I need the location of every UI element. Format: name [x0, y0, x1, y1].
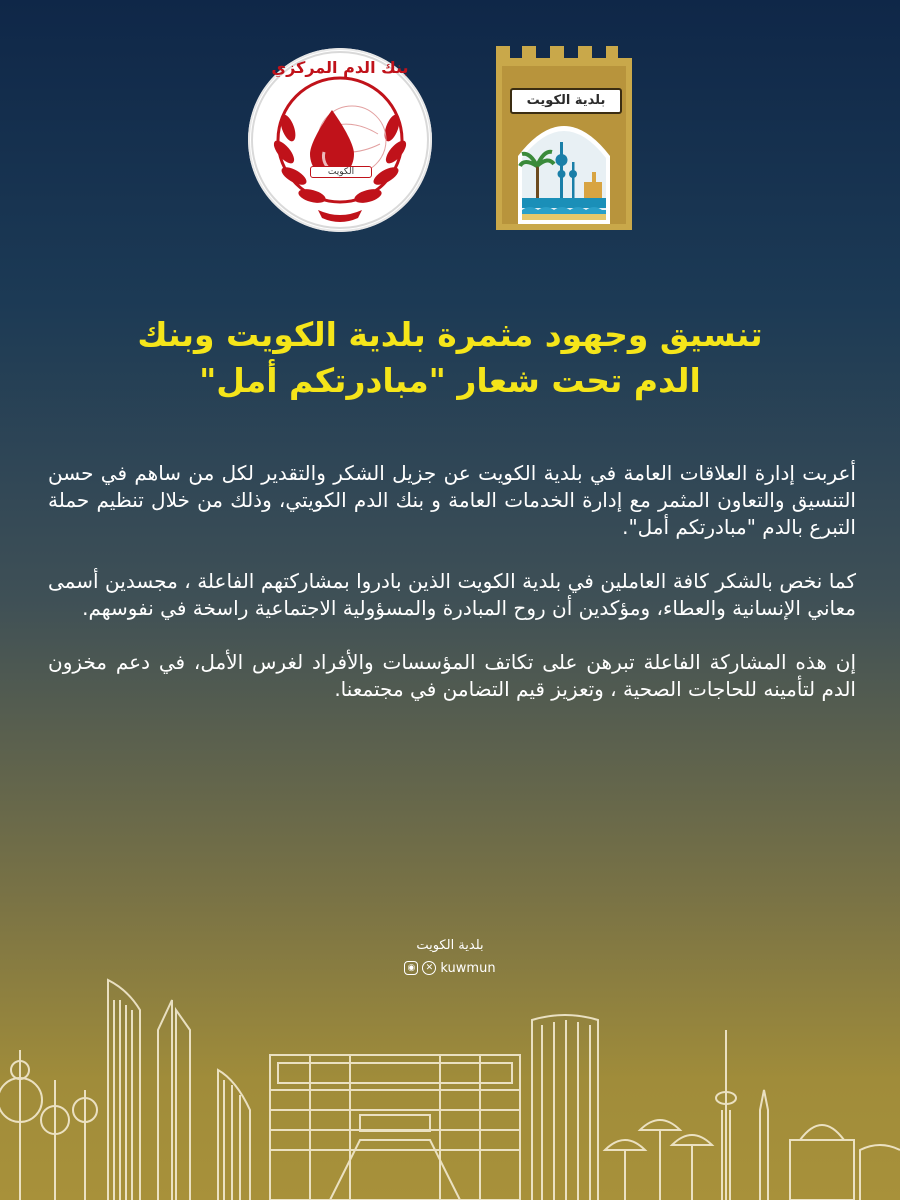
paragraph-1: أعربت إدارة العلاقات العامة في بلدية الكويت عن جزيل الشكر والتقدير لكل من ساهم في حسن التنسيق والتعاون المثمر مع إدارة الخدمات العامة و بنك الدم الكويتي، وذلك من خلال تنظيم حملة التبرع بالدم "مبادرتكم أمل".	[48, 461, 856, 539]
instagram-icon[interactable]: ◉	[404, 961, 418, 975]
headline-line-2: الدم تحت شعار "مبادرتكم أمل"	[199, 361, 701, 400]
blood-bank-country-label: الكويت	[310, 166, 372, 178]
headline	[40, 312, 860, 404]
kuwait-municipality-logo	[496, 46, 632, 230]
footer-org-name: بلدية الكويت	[416, 938, 484, 953]
municipality-label: بلدية الكويت	[510, 88, 622, 114]
kuwait-skyline-illustration	[0, 970, 900, 1200]
kuwait-towers-icon	[496, 46, 632, 230]
social-handle[interactable]: kuwmun	[440, 960, 496, 976]
x-icon[interactable]: ✕	[422, 961, 436, 975]
headline-line-1: تنسيق وجهود مثمرة بلدية الكويت وبنك	[137, 315, 763, 354]
blood-bank-name: بنك الدم المركزي	[271, 58, 409, 77]
paragraph-3: إن هذه المشاركة الفاعلة تبرهن على تكاتف المؤسسات والأفراد لغرس الأمل، في دعم مخزون الدم لتأمينه للحاجات الصحية ، وتعزيز قيم التضامن في مجتمعنا.	[48, 650, 856, 701]
blood-bank-logo	[248, 48, 432, 232]
article-body	[48, 460, 856, 730]
paragraph-2: كما نخص بالشكر كافة العاملين في بلدية الكويت الذين بادروا بمشاركتهم الفاعلة ، مجسدين أسمى معاني الإنسانية والعطاء، ومؤكدين أن روح المبادرة والمسؤولية الاجتماعية راسخة في نفوسهم.	[48, 569, 856, 620]
